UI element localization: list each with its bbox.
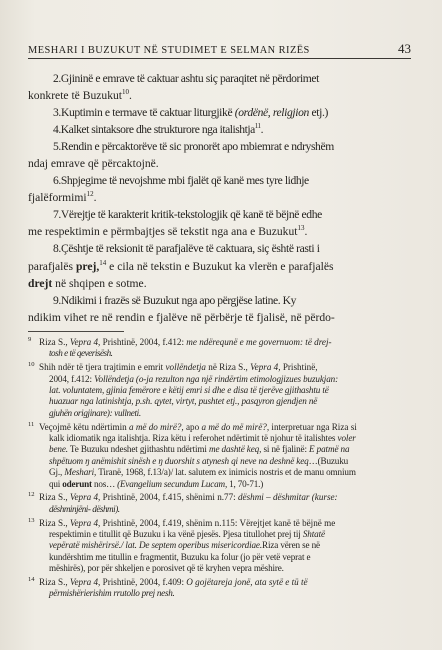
page-number: 43: [398, 41, 411, 56]
footnote: [28, 492, 411, 515]
italic-run: huazuar nga latinishtja, p.sh. qytet, virtyt, pushtet etj., pasqyron gjendjen në: [49, 396, 318, 407]
italic-run: me ndërequnë e me governuom: të drej-: [186, 337, 332, 347]
text-run: Riza vëren se në: [261, 540, 320, 551]
footnotes: [28, 337, 411, 602]
paragraph: [28, 292, 411, 326]
text-run: 8.Çështje të reksionit të parafjalëve të caktuara, siç është rasti i: [53, 242, 320, 256]
text-line: [28, 138, 411, 155]
footnote-number: 10: [28, 361, 35, 369]
text-line: [28, 121, 411, 138]
text-run: fjalëformimi: [28, 191, 87, 205]
footnote-line: [39, 467, 411, 478]
italic-run: me dashtë keq,: [208, 444, 262, 455]
text-line: [28, 87, 411, 104]
italic-run: a më do më mirë?,: [201, 421, 270, 432]
bold-run: prej,: [75, 259, 100, 273]
footnote-line: [39, 552, 411, 563]
text-line: [28, 189, 411, 206]
footnote-number: 12: [28, 491, 35, 499]
footnote-ref: 14: [99, 258, 107, 267]
italic-run: (Evangelium secundum Lucam,: [117, 478, 228, 489]
text-run: 6.Shpjegime të nevojshme mbi fjalët që kanë mes tyre lidhje: [53, 174, 309, 188]
text-run: 9.Ndikimi i frazës së Buzukut nga apo përgjëse latine. Ky: [53, 293, 296, 307]
text-run: në Riza S.,: [206, 362, 251, 373]
footnote-number: 13: [28, 516, 35, 524]
text-run: kalk idiomatik nga italishtja. Riza këtu i referohet ndërtimit të njohur të italishtes: [49, 433, 338, 443]
text-run: konkrete të Buzukut: [28, 89, 123, 103]
text-run: etj.): [308, 106, 328, 120]
bold-run: oderunt: [62, 478, 92, 489]
text-run: kundërshtim me titullin e fragmentit, Buzuku ka folur (jo për vetë veprat e: [49, 551, 311, 562]
text-run: mëshirës), por për shkeljen e porosivet që të kryhen vepra mëshire.: [49, 563, 284, 574]
text-run: ndikim vihet re në rendin e fjalëve në përbërje të fjalisë, në përdo-: [28, 310, 335, 324]
text-run: 2004, f.412:: [49, 373, 95, 384]
text-run: 7.Vërejtje të karakterit kritik-tekstologjik që kanë të bëjnë edhe: [53, 208, 322, 222]
text-run: 3.Kuptimin e termave të caktuar liturgjikë: [53, 106, 235, 120]
footnote-line: [39, 422, 411, 433]
text-run: Gj.,: [49, 467, 65, 478]
text-run: e cila në tekstin e Buzukut ka vlerën e parafjalës: [106, 259, 334, 273]
italic-run: lat. voluntatem, gjinia femërore e këtij emri si dhe e disa të tjerëve gjithashtu të: [49, 385, 329, 395]
text-run: Shih ndër të tjera trajtimin e emrit: [39, 362, 166, 373]
text-run: …(Buzuku: [308, 455, 349, 466]
italic-run: Shtatë: [302, 529, 325, 539]
text-run: .: [129, 89, 132, 103]
italic-run: E patmë na: [309, 444, 350, 455]
text-line: [28, 309, 411, 326]
italic-run: Meshari,: [64, 467, 97, 478]
text-run: Te Buzuku ndeshet gjithashtu ndërtimi: [67, 444, 209, 455]
footnote-line: [39, 433, 411, 444]
footnote-line: [39, 362, 411, 373]
footnote-separator: [28, 331, 124, 332]
footnote-line: [39, 479, 411, 490]
footnote: [28, 577, 411, 600]
text-line: [28, 258, 411, 275]
footnote-line: [39, 444, 411, 455]
text-line: [28, 292, 411, 309]
running-head: MESHARI I BUZUKUT NË STUDIMET E SELMAN RIZËS: [28, 45, 310, 56]
text-run: interpretuar nga Riza si: [269, 421, 357, 432]
footnote-line: [39, 588, 411, 599]
bold-run: drejt: [28, 276, 53, 290]
text-run: 1, 70-71.): [227, 478, 264, 489]
text-run: .: [93, 191, 97, 205]
footnote-line: [39, 540, 411, 551]
footnote: [28, 337, 411, 360]
italic-run: Vepra 4,: [250, 362, 281, 373]
text-run: 5.Rendin e përcaktorëve të sic pronorët apo mbiemrat e ndryshëm: [53, 140, 334, 154]
page-header: [28, 40, 411, 59]
paragraph: [28, 104, 411, 121]
text-run: ndaj emrave që përcaktojnë.: [28, 157, 159, 171]
italic-run: bene.: [49, 444, 68, 455]
text-line: [28, 223, 411, 240]
footnote-line: [39, 337, 411, 348]
paragraph: [28, 206, 411, 240]
text-run: 2.Gjininë e emrave të caktuar ashtu siç paraqitet në përdorimet: [53, 72, 319, 85]
paragraph: [28, 121, 411, 138]
italic-run: a më do mirë?,: [128, 421, 184, 432]
paragraph: [28, 70, 411, 104]
footnote-line: [39, 577, 411, 588]
text-line: [28, 275, 411, 292]
text-run: Prishtinë,: [280, 362, 318, 373]
text-line: [28, 155, 411, 172]
footnote: [28, 518, 411, 575]
footnote-number: 11: [28, 420, 35, 428]
text-run: Prishtinë, 2004, f.419, shënim n.115: Vërejtjet kanë të bëjnë me: [100, 517, 336, 528]
italic-run: (ordënë, religjion: [234, 106, 309, 120]
footnote-ref: 12: [86, 190, 94, 199]
text-run: Prishtinë, 2004, f.412:: [100, 337, 187, 347]
text-run: Prishtinë, 2004, f.409:: [100, 577, 187, 587]
footnote-ref: 10: [122, 88, 130, 97]
text-run: respektimin e titullit që Buzuku i ka vënë pjesës. Pjesa titullohet prej tij: [49, 529, 303, 539]
text-run: 4.Kalket sintaksore dhe strukturore nga italishtja: [53, 123, 255, 137]
footnote-number: 14: [28, 576, 35, 583]
italic-run: Vepra 4,: [69, 517, 101, 528]
italic-run: O gojëtareja jonë, ata sytë e tü të: [186, 577, 308, 587]
text-run: në shqipen e sotme.: [52, 276, 147, 290]
text-line: [28, 172, 411, 189]
italic-run: dëshminjëni- dëshmi).: [49, 503, 120, 514]
footnote-line: [39, 456, 411, 467]
footnote-line: [39, 518, 411, 529]
text-run: me respektimin e përmbajtjes së tekstit nga ana e Buzukut: [28, 225, 298, 239]
italic-run: shpëtuom ŋ anëmishit sinësh e ŋ duorshit s atynesh qi neve na deshnë keq: [49, 455, 309, 466]
text-run: Veçojmë këtu ndërtimin: [39, 421, 129, 432]
footnote: [28, 422, 411, 491]
footnote-ref: 13: [297, 224, 305, 233]
text-run: Prishtinë, 2004, f.415, shënimi n.77:: [100, 492, 238, 503]
footnote-line: [39, 396, 411, 407]
footnote-line: [39, 492, 411, 503]
body-text: [28, 70, 411, 326]
paragraph: [28, 240, 411, 291]
italic-run: tosh e të qeverisësh.: [49, 348, 113, 359]
italic-run: gjuhën origjinare): vullneti.: [49, 407, 141, 418]
italic-run: Vepra 4,: [69, 337, 101, 347]
text-line: [28, 104, 411, 121]
italic-run: Vollëndetja (o-ja rezulton nga një rindërtim etimologjizues buzukjan:: [94, 373, 338, 384]
footnote-number: 9: [28, 336, 32, 343]
text-line: [28, 70, 411, 87]
text-run: .: [304, 225, 308, 239]
footnote-line: [39, 504, 411, 515]
text-run: Riza S.,: [39, 517, 70, 528]
text-run: si në fjalinë:: [261, 444, 310, 455]
footnote-line: [39, 374, 411, 385]
text-run: Riza S.,: [39, 337, 70, 347]
text-run: Tiranë, 1968, f.13/a)/ lat. salutem ex inimicis nostris et de manu omnium: [96, 467, 356, 478]
italic-run: Vepra 4,: [69, 492, 101, 503]
text-line: [28, 240, 411, 257]
italic-run: voler: [337, 433, 356, 443]
italic-run: Vepra 4,: [69, 577, 101, 587]
text-run: Riza S.,: [39, 577, 70, 587]
text-run: qui: [49, 478, 63, 489]
italic-run: vollëndetja: [165, 362, 206, 373]
text-run: Riza S.,: [39, 492, 70, 503]
footnote-line: [39, 529, 411, 540]
italic-run: përmishërierishim rrutollo prej nesh.: [49, 588, 175, 599]
text-run: apo: [183, 421, 202, 432]
footnote-line: [39, 348, 411, 359]
italic-run: dëshmi – dëshmitar (kurse:: [237, 492, 338, 503]
footnote-line: [39, 408, 411, 419]
text-run: nos…: [91, 478, 118, 489]
footnote: [28, 362, 411, 419]
paragraph: [28, 138, 411, 172]
text-run: .: [260, 123, 264, 137]
text-line: [28, 206, 411, 223]
paragraph: [28, 172, 411, 206]
footnote-line: [39, 563, 411, 574]
text-run: parafjalës: [28, 259, 76, 273]
footnote-line: [39, 385, 411, 396]
italic-run: vepëratë mishërirsë./ lat. De septem operibus misericordiae.: [49, 540, 262, 551]
footnote-ref: 11: [254, 122, 261, 131]
